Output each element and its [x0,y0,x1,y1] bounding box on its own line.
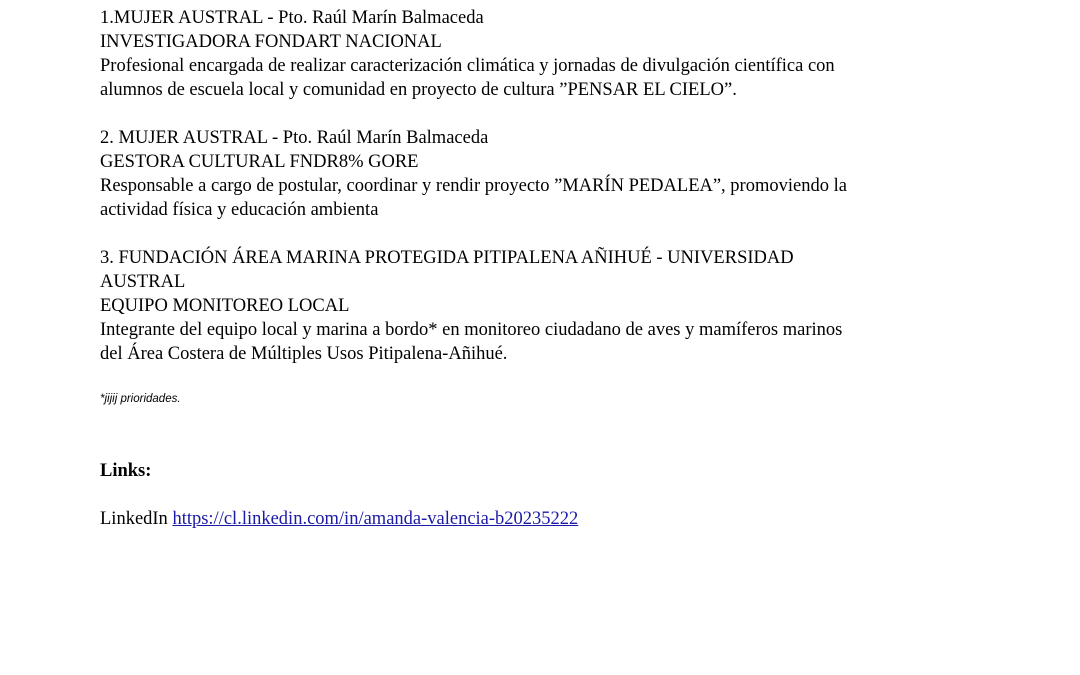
entry-description-line: Profesional encargada de realizar caracterización climática y jornadas de divulgación científica con [100,56,835,76]
linkedin-row [100,507,980,531]
entry-description-line: actividad física y educación ambienta [100,200,379,220]
entry-description-line: Integrante del equipo local y marina a bordo* en monitoreo ciudadano de aves y mamíferos marinos [100,320,843,340]
entry-mujer-austral-fondart [100,6,980,102]
entry-header: 2. MUJER AUSTRAL - Pto. Raúl Marín Balmaceda [100,128,489,148]
entry-description-line: alumnos de escuela local y comunidad en proyecto de cultura ”PENSAR EL CIELO”. [100,80,737,100]
links-heading: Links: [100,461,152,481]
entry-header: AUSTRAL [100,272,186,292]
linkedin-label: LinkedIn [100,509,168,529]
entry-description-line: Responsable a cargo de postular, coordinar y rendir proyecto ”MARÍN PEDALEA”, promoviendo la [100,176,847,196]
document-page [100,6,980,531]
footnote: *jijij prioridades. [100,393,181,405]
entry-header: 1.MUJER AUSTRAL - Pto. Raúl Marín Balmaceda [100,8,484,28]
entry-header: 3. FUNDACIÓN ÁREA MARINA PROTEGIDA PITIPALENA AÑIHUÉ - UNIVERSIDAD [100,248,794,268]
entry-fundacion-amp [100,246,980,366]
entry-description-line: del Área Costera de Múltiples Usos Pitipalena-Añihué. [100,344,508,364]
entry-role: GESTORA CULTURAL FNDR8% GORE [100,152,419,172]
entry-role: INVESTIGADORA FONDART NACIONAL [100,32,442,52]
linkedin-link[interactable]: https://cl.linkedin.com/in/amanda-valencia-b20235222 [172,509,579,529]
entry-role: EQUIPO MONITOREO LOCAL [100,296,350,316]
entry-mujer-austral-fndr [100,126,980,222]
